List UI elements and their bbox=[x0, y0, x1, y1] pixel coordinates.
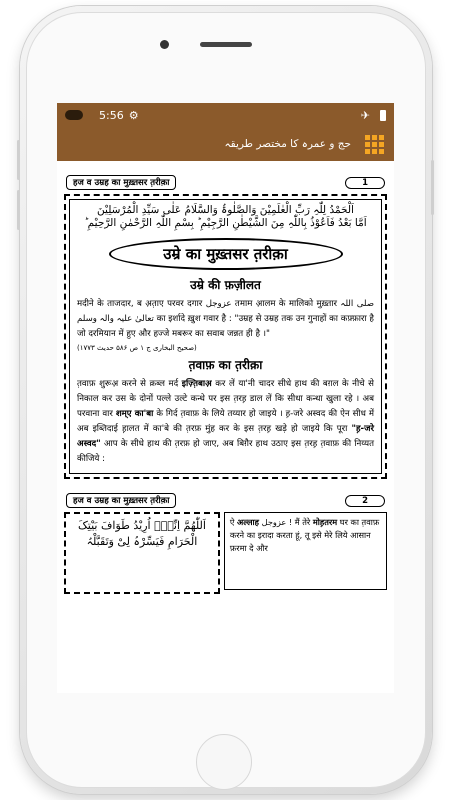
paragraph-text: عزوجل ! मैं तेरे bbox=[259, 517, 313, 527]
section-paragraph bbox=[77, 377, 374, 467]
power-button bbox=[431, 160, 434, 215]
page-border bbox=[64, 194, 387, 479]
airplane-icon: ✈ bbox=[360, 108, 370, 122]
grid-menu-icon[interactable] bbox=[365, 135, 384, 154]
bold-term: शम्ए का'बा bbox=[115, 409, 154, 419]
app-title: حج و عمرہ کا مختصر طریقہ bbox=[224, 138, 351, 150]
page-body bbox=[69, 199, 382, 474]
section-heading: उम्रे की फ़ज़ीलत bbox=[190, 278, 261, 292]
paragraph-text: घर का त़वाफ़ करने का इरादा करता हूं, तू इसे मेरे लिये आसान फ़रमा दे और bbox=[229, 517, 380, 553]
app-screen bbox=[57, 103, 394, 693]
notification-pill-icon bbox=[65, 110, 83, 120]
app-bar bbox=[57, 127, 394, 161]
section-heading: त़वाफ़ का त़रीक़ा bbox=[188, 358, 263, 372]
section-paragraph: मदीने के ताजदार, ब अ़त़ाए परवर दगार عزوجل तमाम आ़लम के मालिको मुख़्तार صلی اللہ تعالیٰ علیہ والہ وسلم का इर्शादे ख़ुश गवार है : "उम्रह से उम्रह तक उन गुनाहों का कफ़्फ़ारा है जो दरमियान में हुए और हज्जे मबरूर का सवाब जन्नत ही है ।" bbox=[77, 299, 374, 339]
volume-button bbox=[17, 190, 20, 230]
page-header bbox=[66, 175, 385, 190]
chapter-title: उम्रे का मुख़्तसर त़रीक़ा bbox=[109, 238, 343, 270]
paragraph-text: ऐ bbox=[229, 517, 238, 527]
gear-icon: ⚙ bbox=[128, 108, 139, 122]
page-body bbox=[64, 512, 387, 594]
status-bar bbox=[57, 103, 394, 127]
status-time: 5:56 bbox=[99, 108, 124, 122]
page-header-title: हज व उम्रह का मुख़्तसर त़रीक़ा bbox=[66, 175, 176, 190]
home-button[interactable] bbox=[196, 734, 252, 790]
hadith-reference: (صحیح البخاری ج ۱ ص ۵۸۶ حدیث ۱۷۷۳) bbox=[77, 344, 197, 352]
arabic-dua: اَللّٰھُمَّ اِنِّیْۤ اُرِیْدُ طَوَافَ بَیْتِکَ الْحَرَامِ فَیَسِّرْہُ لِیْ وَتَقَبَّلْہُ bbox=[64, 512, 220, 594]
battery-icon bbox=[380, 110, 386, 121]
page-header bbox=[66, 493, 385, 508]
bold-term: इज़्त़िबाअ़ bbox=[181, 379, 212, 389]
bold-term: अल्लाह bbox=[237, 517, 260, 527]
paragraph-text: आप के सीधे हाथ की त़रफ़ हो जाए, अब बिग़ैर हाथ उठाए इस त़रह़ त़वाफ़ की निय्यत कीजिये : bbox=[77, 439, 374, 464]
volume-button bbox=[17, 140, 20, 180]
paragraph-text: कर लें या'नी चादर सीधे हाथ की बग़ल के नीचे से निकाल कर उस के दोनों पल्ले उल्टे कन्धे पर इस त़रह़ डाल लें कि सीधा कन्धा खुला रहे । अब परवाना वार bbox=[77, 379, 374, 419]
paragraph-text: के गिर्द त़वाफ़ के लिये तय्यार हो जाइये । ह़-जरे अस्वद की ऐन सीध में अब इब्तिदाई ह़ालत में का'बे की त़रफ़ मुंह कर के इस त़रह़ खड़े हो जाइये कि पूरा bbox=[77, 409, 374, 434]
page-number: 1 bbox=[345, 177, 385, 189]
arabic-opening-line: اَلْحَمْدُ لِلّٰہِ رَبِّ الْعٰلَمِیْنَ وَالصَّلٰوۃُ وَالسَّلَامُ عَلٰی سَیِّدِ الْمُرْسَلِیْنَ bbox=[97, 204, 354, 216]
front-camera bbox=[160, 40, 169, 49]
dua-translation bbox=[224, 512, 387, 590]
arabic-opening-line: اَمَّا بَعْدُ فَاَعُوْذُ بِاللّٰہِ مِنَ الشَّیْطٰنِ الرَّجِیْمِ ؕ بِسْمِ اللّٰہِ الرَّحْمٰنِ الرَّحِیْمِ ؕ bbox=[84, 217, 367, 229]
page-header-title: हज व उम्रह का मुख़्तसर त़रीक़ा bbox=[66, 493, 176, 508]
bold-term: मोह़तरम bbox=[312, 517, 338, 527]
bold-term: "ह़-जरे अस्वद" bbox=[77, 424, 374, 449]
book-content[interactable] bbox=[57, 161, 394, 594]
earpiece-speaker bbox=[200, 42, 252, 47]
paragraph-text: त़वाफ़ शुरूअ़ करने से क़ब्ल मर्द bbox=[77, 379, 182, 389]
page-number: 2 bbox=[345, 495, 385, 507]
